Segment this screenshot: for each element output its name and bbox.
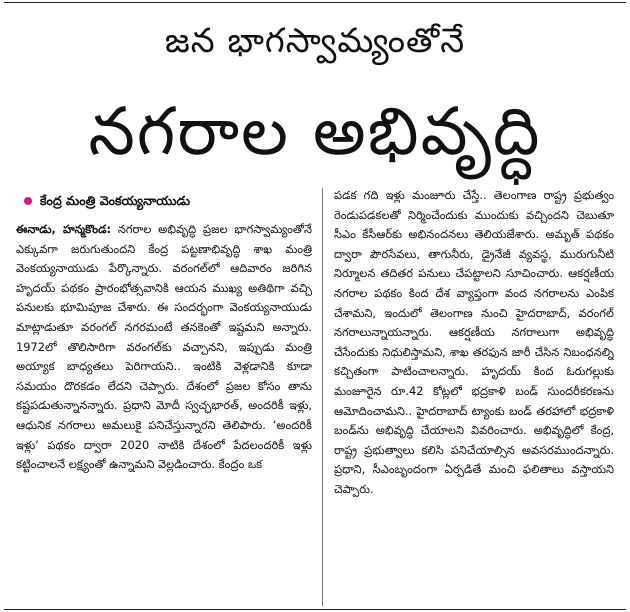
top-rule xyxy=(4,2,626,3)
left-column-text: నగరాల అభివృద్ధి ప్రజల భాగస్వామ్యంతోనే ఎక్కువగా జరుగుతుందని కేంద్ర పట్టణాభివృద్ధి శాఖ మంత్రి వెంకయ్యనాయుడు పేర్కొన్నారు. వరంగల్‌లో ఆదివారం జరిగిన హృదయ్ పథకం ప్రారంభోత్సవానికి ఆయన ముఖ్య అతిథిగా వచ్చి పనులకు భూమిపూజ చేశారు. ఈ సందర్భంగా వెంకయ్యనాయుడు మాట్లాడుతూ వరంగల్ నగరమంటే తనకెంతో ఇష్టమని అన్నారు. 1972లో తొలిసారిగా వరంగల్‌కు వచ్చానని, ఇప్పుడు మంత్రి అయ్యాక బాధ్యతలు పెరిగాయని.. ఇంటికి వెళ్లడానికి కూడా సమయం దొరకడం లేదని చెప్పారు. దేశంలో ప్రజల కోసం తాను కష్టపడుతున్నానన్నారు. ప్రధాని మోదీ స్వచ్ఛభారత్, అందరికీ ఇళ్లు, ఆధునిక నగరాలు అమలుకై పనిచేస్తున్నారని తెలిపారు. ‘అందరికీ ఇళ్లు’ పథకం ద్వారా 2020 నాటికి దేశంలో పేదలందరికీ ఇళ్లు కట్టించాలనే లక్ష్యంతో ఉన్నామని వెల్లడించారు. కేంద్రం ఒక xyxy=(16,222,312,472)
right-column xyxy=(334,186,614,606)
left-column xyxy=(16,186,312,606)
byline-text: కేంద్ర మంత్రి వెంకయ్యనాయుడు xyxy=(40,193,191,208)
subheadline: జన భాగస్వామ్యంతోనే xyxy=(164,21,466,61)
right-column-text: పడక గది ఇళ్లు మంజూరు చేస్తే.. తెలంగాణ రాష్ట్ర ప్రభుత్వం రెండుపడకలతో నిర్మించేందుకు ముందుకు వచ్చిందని చెబుతూ సీఎం కేసీఆర్‌కు అభినందనలు తెలియజేశారు. అమృత్ పథకం ద్వారా పౌరసేవలు, తాగునీరు, డ్రైనేజీ వ్యవస్థ, మురుగునీటి నిర్మూలన తదితర పనులు చేపట్టాలని సూచించారు. ఆకర్షణీయ నగరాల పథకం కింద దేశ వ్యాప్తంగా వంద నగరాలను ఎంపిక చేశామని, ఇందులో తెలంగాణ నుంచి హైదరాబాద్, వరంగల్ నగరాలున్నాయన్నారు. ఆకర్షణీయ నగరాలుగా అభివృద్ధి చేసేందుకు నిధులిస్తామని, శాఖ తరఫున జారీ చేసిన నిబంధనల్ని కచ్చితంగా పాటించాలన్నారు. హృదయ్ కింద ఓరుగల్లుకు మంజూరైన రూ.42 కోట్లలో భద్రకాళి బండ్ సుందరీకరణను ఆమోదించామని.. హైదరాబాద్ ట్యాంకు బండ్ తరహాలో భద్రకాళి బండ్‌ను అభివృద్ధి చేయాలని వివరించారు. అభివృద్ధిలో కేంద్ర, రాష్ట్ర ప్రభుత్వాలు కలిసి పనిచేయాల్సిన అవసరముందన్నారు. ప్రధాని, సీఎంబృందంగా ఏర్పడితే మంచి ఫలితాలు వస్తాయని చెప్పారు. xyxy=(334,188,614,496)
byline xyxy=(16,190,312,212)
left-column-paragraph xyxy=(16,220,312,475)
headline: నగరాల అభివృద్ధి xyxy=(88,93,542,170)
bottom-rule xyxy=(4,609,626,610)
bullet-icon xyxy=(24,197,32,205)
dateline: ఈనాడు, హన్మకొండ: xyxy=(16,222,112,236)
column-divider xyxy=(322,188,323,606)
